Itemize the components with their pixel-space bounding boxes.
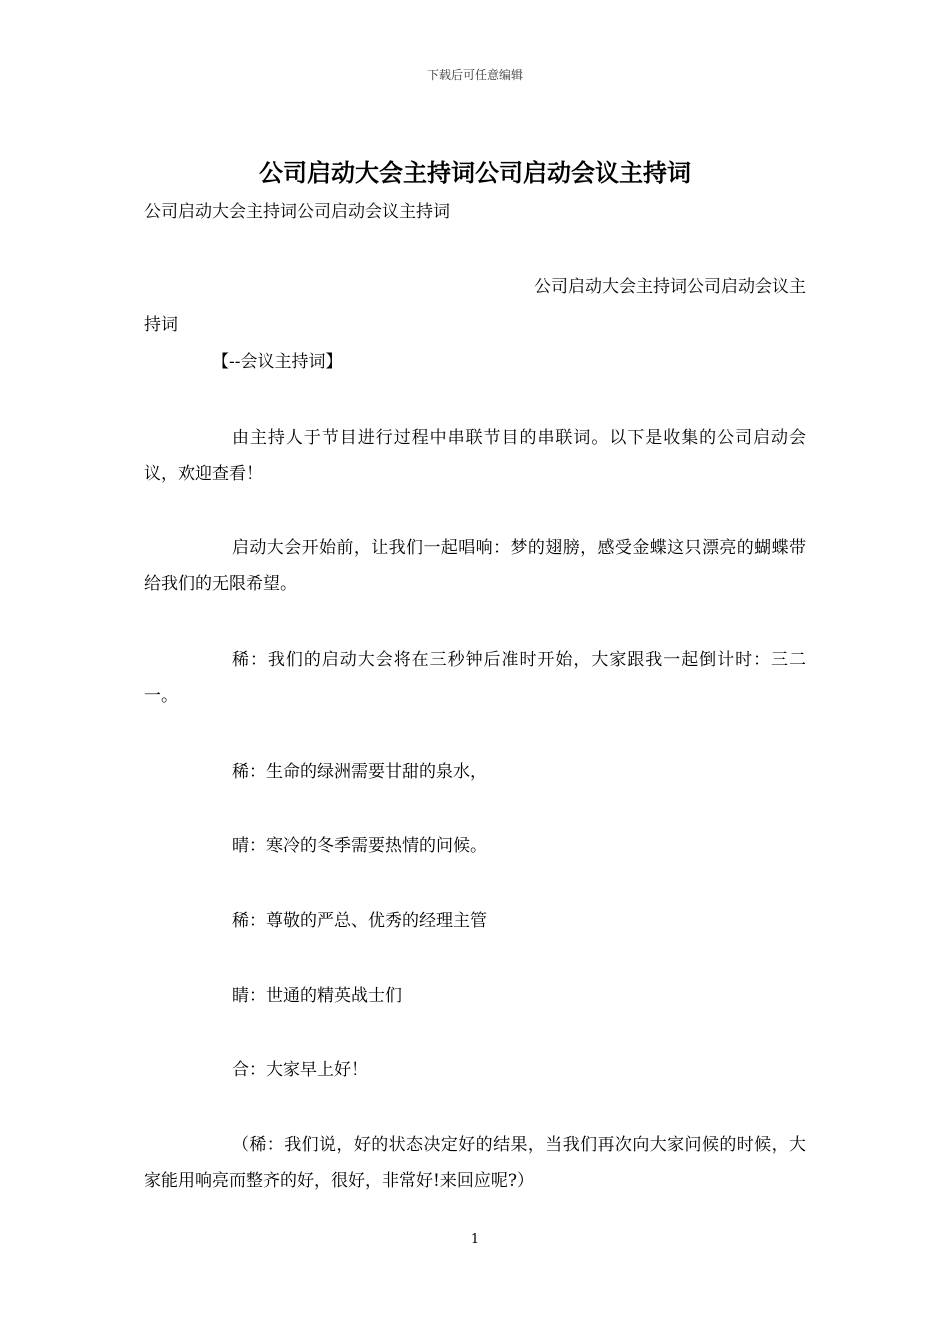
bracket-label: 【--会议主持词】 xyxy=(212,352,343,372)
right-heading-line-1: 公司启动大会主持词公司启动会议主 xyxy=(534,277,806,297)
dialogue-line: 稀：生命的绿洲需要甘甜的泉水， xyxy=(232,762,487,782)
paragraph-countdown: 稀：我们的启动大会将在三秒钟后准时开始，大家跟我一起倒计时：三二一。 xyxy=(144,650,806,706)
paragraph-opening: 启动大会开始前，让我们一起唱响：梦的翅膀，感受金蝶这只漂亮的蝴蝶带给我们的无限希望。 xyxy=(144,538,806,594)
dialogue-line: 稀：尊敬的严总、优秀的经理主管 xyxy=(232,911,487,931)
page-number: 1 xyxy=(470,1232,480,1247)
paragraph-intro: 由主持人于节目进行过程中串联节目的串联词。以下是收集的公司启动会议，欢迎查看！ xyxy=(144,428,806,484)
header-note: 下载后可任意编辑 xyxy=(426,68,523,82)
paragraph-closing: （稀：我们说，好的状态决定好的结果，当我们再次向大家问候的时候，大家能用响亮而整齐的好，很好，非常好!来回应呢?） xyxy=(144,1135,806,1191)
document-title: 公司启动大会主持词公司启动会议主持词 xyxy=(259,158,691,187)
right-heading-line-2: 持词 xyxy=(144,315,178,335)
dialogue-line: 睛：世通的精英战士们 xyxy=(232,986,402,1006)
dialogue-line: 晴：寒冷的冬季需要热情的问候。 xyxy=(232,836,487,856)
dialogue-line: 合：大家早上好！ xyxy=(232,1060,368,1080)
subtitle-line: 公司启动大会主持词公司启动会议主持词 xyxy=(144,202,450,222)
